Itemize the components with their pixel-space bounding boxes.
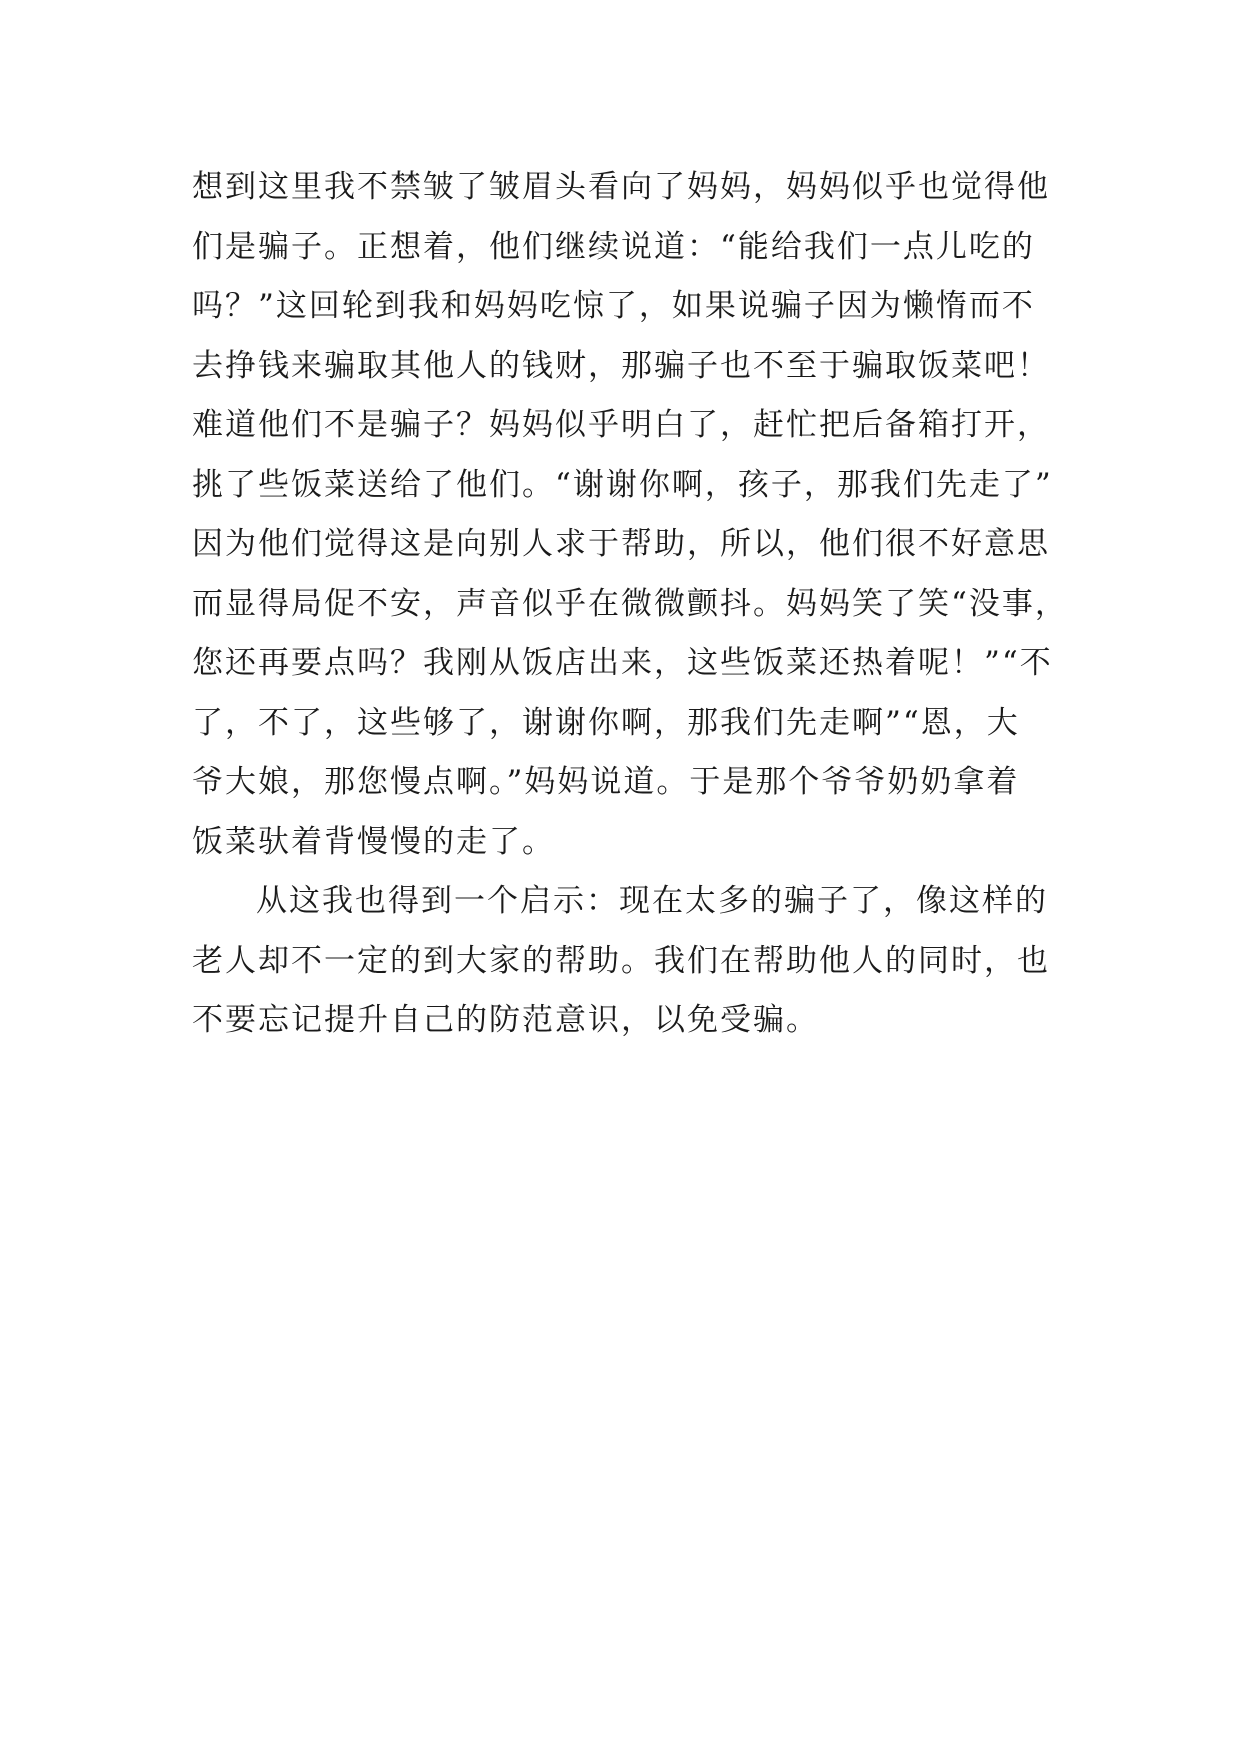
paragraph-line: 挑了些饭菜送给了他们。“谢谢你啊，孩子，那我们先走了” bbox=[192, 466, 1053, 503]
paragraph-line: 饭菜驮着背慢慢的走了。 bbox=[192, 823, 555, 860]
paragraph-line: 们是骗子。正想着，他们继续说道：“能给我们一点儿吃的 bbox=[192, 228, 1035, 265]
paragraph-line: 不要忘记提升自己的防范意识，以免受骗。 bbox=[192, 1002, 819, 1038]
paragraph-line: 去挣钱来骗取其他人的钱财，那骗子也不至于骗取饭菜吧！ bbox=[192, 347, 1050, 384]
paragraph-line: 了，不了，这些够了，谢谢你啊，那我们先走啊”“恩，大 bbox=[192, 704, 1020, 741]
paragraph-line: 想到这里我不禁皱了皱眉头看向了妈妈，妈妈似乎也觉得他 bbox=[192, 169, 1050, 205]
paragraph-line: 吗？”这回轮到我和妈妈吃惊了，如果说骗子因为懒惰而不 bbox=[192, 288, 1035, 324]
paragraph-line: 从这我也得到一个启示：现在太多的骗子了，像这样的 bbox=[256, 883, 1048, 919]
paragraph-line: 您还再要点吗？我刚从饭店出来，这些饭菜还热着呢！”“不 bbox=[192, 645, 1053, 681]
paragraph-line: 难道他们不是骗子？妈妈似乎明白了，赶忙把后备箱打开， bbox=[192, 407, 1050, 443]
paragraph-line: 因为他们觉得这是向别人求于帮助，所以，他们很不好意思 bbox=[192, 526, 1050, 562]
paragraph-line: 爷大娘，那您慢点啊。”妈妈说道。于是那个爷爷奶奶拿着 bbox=[192, 764, 1020, 800]
paragraph-line: 老人却不一定的到大家的帮助。我们在帮助他人的同时，也 bbox=[192, 942, 1050, 979]
body-text bbox=[192, 158, 1072, 1051]
paragraph-line: 而显得局促不安，声音似乎在微微颤抖。妈妈笑了笑“没事， bbox=[192, 585, 1068, 622]
